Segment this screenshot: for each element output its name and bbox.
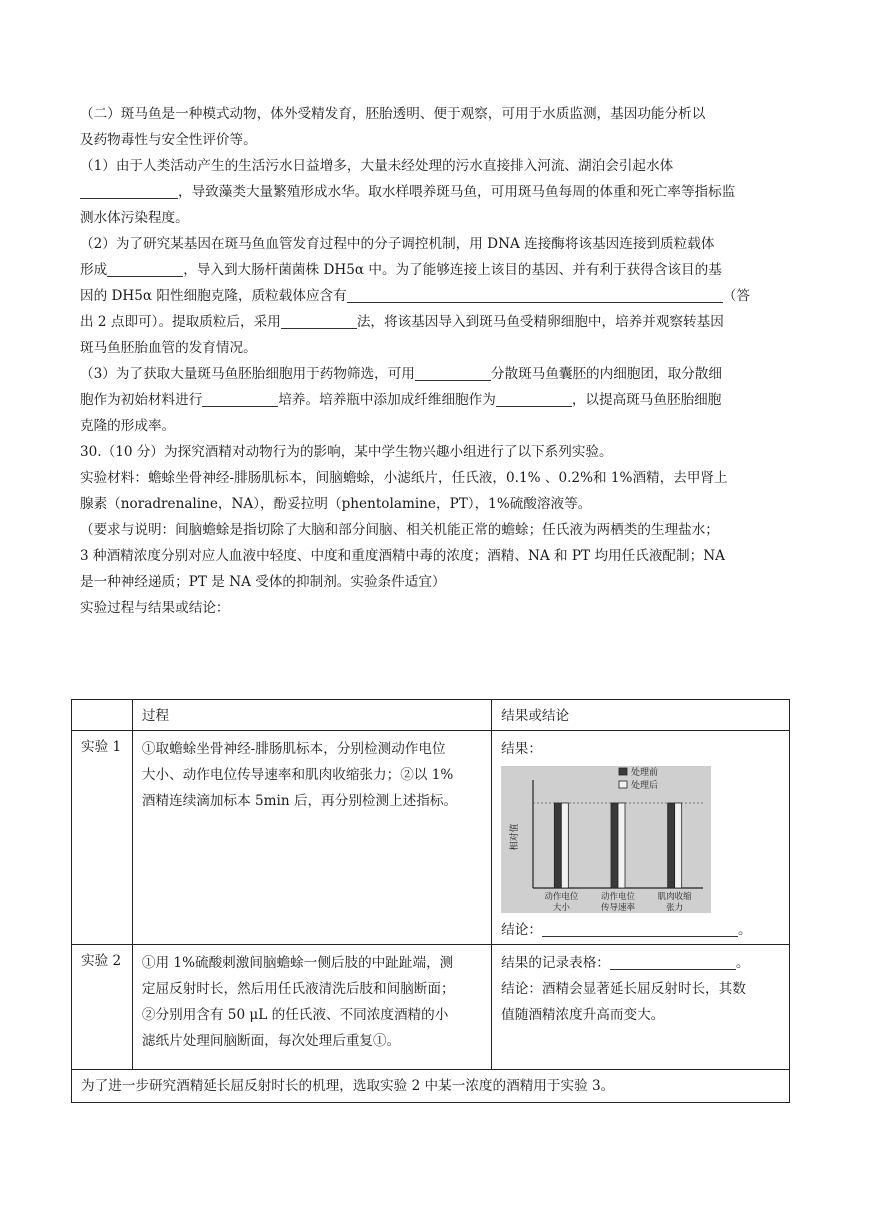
q2-line: 斑马鱼胚胎血管的发育情况。 — [80, 340, 257, 356]
requirements-line: 3 种酒精浓度分别对应人血液中轻度、中度和重度酒精中毒的浓度；酒精、NA 和 PT 均用任氏液配制；NA — [80, 548, 725, 564]
q2-line: 出 2 点即可）。提取质粒后，采用 法，将该基因导入到斑马鱼受精卵细胞中，培养并观察转基因 — [80, 314, 724, 330]
exp1-label: 实验 1 — [81, 739, 122, 755]
experiment-table — [71, 699, 790, 1103]
exp2-proc-line: ①用 1%硫酸刺激间脑蟾蜍一侧后肢的中趾趾端，测 — [141, 955, 454, 971]
requirements-line: （要求与说明：间脑蟾蜍是指切除了大脑和部分间脑、相关机能正常的蟾蜍；任氏液为两栖类的生理盐水； — [80, 522, 719, 538]
bar-chart-svg — [501, 766, 711, 913]
exp1-proc-line: 大小、动作电位传导速率和肌肉收缩张力；②以 1% — [141, 767, 454, 783]
bar-after — [675, 803, 682, 888]
exp2-proc-line: 定屈反射时长，然后用任氏液清洗后肢和间脑断面； — [141, 981, 455, 997]
exp2-conclusion-line: 结论：酒精会显著延长屈反射时长，其数 — [501, 981, 746, 997]
table-row — [72, 731, 790, 945]
exp2-record-table-line: 结果的记录表格： 。 — [501, 955, 750, 971]
exp1-conclusion: 结论： 。 — [501, 922, 752, 938]
header-process: 过程 — [141, 708, 170, 724]
q1-line: ，导致藻类大量繁殖形成水华。取水样喂养斑马鱼，可用斑马鱼每周的体重和死亡率等指标监 — [80, 179, 792, 205]
answer-blank[interactable] — [415, 364, 491, 381]
intro-line: 及药物毒性与安全性评价等。 — [80, 132, 257, 148]
x-tick-label: 动作电位 — [601, 892, 636, 902]
exp1-proc-line: 酒精连续滴加标本 5min 后，再分别检测上述指标。 — [141, 793, 458, 809]
procedure-heading: 实验过程与结果或结论： — [80, 600, 230, 616]
materials-line: 实验材料：蟾蜍坐骨神经-腓肠肌标本，间脑蟾蜍，小滤纸片，任氏液，0.1% 、0.2%和 1%酒精，去甲肾上 — [80, 470, 728, 486]
q30-title: 30.（10 分）为探究酒精对动物行为的影响，某中学生物兴趣小组进行了以下系列实验。 — [80, 444, 613, 460]
intro-line: （二）斑马鱼是一种模式动物，体外受精发育，胚胎透明、便于观察，可用于水质监测，基因功能分析以 — [80, 106, 706, 122]
bar-after — [618, 803, 625, 888]
bar-before — [668, 803, 675, 888]
exp2-proc-line: 滤纸片处理间脑断面，每次处理后重复①。 — [141, 1033, 401, 1049]
y-axis-label: 相对值 — [510, 823, 521, 851]
exp2-label: 实验 2 — [81, 953, 122, 969]
answer-blank[interactable] — [496, 390, 572, 407]
q3-line: （3）为了获取大量斑马鱼胚胎细胞用于药物筛选，可用 分散斑马鱼囊胚的内细胞团，取分散细 — [80, 366, 722, 382]
requirements-line: 是一种神经递质；PT 是 NA 受体的抑制剂。实验条件适宜） — [80, 574, 446, 590]
answer-blank[interactable] — [542, 920, 738, 937]
legend-swatch — [619, 781, 627, 788]
q2-line: 形成 ，导入到大肠杆菌菌株 DH5α 中。为了能够连接上该目的基因、并有利于获得含该目的基 — [80, 262, 722, 278]
table-header-row — [72, 700, 790, 731]
bar-chart — [501, 766, 711, 913]
q1-line: 测水体污染程度。 — [80, 210, 189, 226]
table-row — [72, 945, 790, 1070]
legend-swatch — [619, 768, 627, 775]
answer-blank[interactable] — [610, 953, 736, 970]
answer-blank[interactable] — [107, 260, 183, 277]
answer-blank[interactable] — [202, 390, 278, 407]
answer-blank[interactable] — [347, 286, 723, 303]
exp1-result-label: 结果： — [501, 741, 542, 757]
legend-label: 处理前 — [631, 768, 659, 778]
legend-label: 处理后 — [631, 781, 659, 791]
question-text — [80, 101, 792, 621]
x-tick-label: 肌肉收缩 — [657, 892, 692, 902]
bar-before — [554, 803, 561, 888]
footer-note: 为了进一步研究酒精延长屈反射时长的机理，选取实验 2 中某一浓度的酒精用于实验 3。 — [81, 1078, 615, 1094]
x-tick-label: 动作电位 — [544, 892, 579, 902]
x-tick-label: 张力 — [666, 903, 684, 913]
materials-line: 腺素（noradrenaline，NA），酚妥拉明（phentolamine，PT），1%硫酸溶液等。 — [80, 496, 592, 512]
header-result: 结果或结论 — [501, 708, 570, 724]
q1-line: （1）由于人类活动产生的生活污水日益增多，大量未经处理的污水直接排入河流、湖泊会引起水体 — [80, 158, 674, 174]
q3-line: 胞作为初始材料进行 培养。培养瓶中添加成纤维细胞作为 ，以提高斑马鱼胚胎细胞 — [80, 392, 722, 408]
exp2-conclusion-line: 值随酒精浓度升高而变大。 — [501, 1007, 665, 1023]
answer-blank[interactable] — [80, 182, 178, 199]
exp1-proc-line: ①取蟾蜍坐骨神经-腓肠肌标本，分别检测动作电位 — [141, 741, 446, 757]
answer-blank[interactable] — [281, 312, 357, 329]
bar-after — [561, 803, 568, 888]
q2-line: （2）为了研究某基因在斑马鱼血管发育过程中的分子调控机制，用 DNA 连接酶将该基因连接到质粒载体 — [80, 236, 715, 252]
exp2-proc-line: ②分别用含有 50 μL 的任氏液、不同浓度酒精的小 — [141, 1007, 449, 1023]
q2-line: 因的 DH5α 阳性细胞克隆，质粒载体应含有 （答 — [80, 288, 750, 304]
q3-line: 克隆的形成率。 — [80, 418, 176, 434]
bar-before — [611, 803, 618, 888]
x-tick-label: 传导速率 — [601, 903, 636, 913]
x-tick-label: 大小 — [552, 903, 570, 913]
table-footer-row — [72, 1070, 790, 1103]
